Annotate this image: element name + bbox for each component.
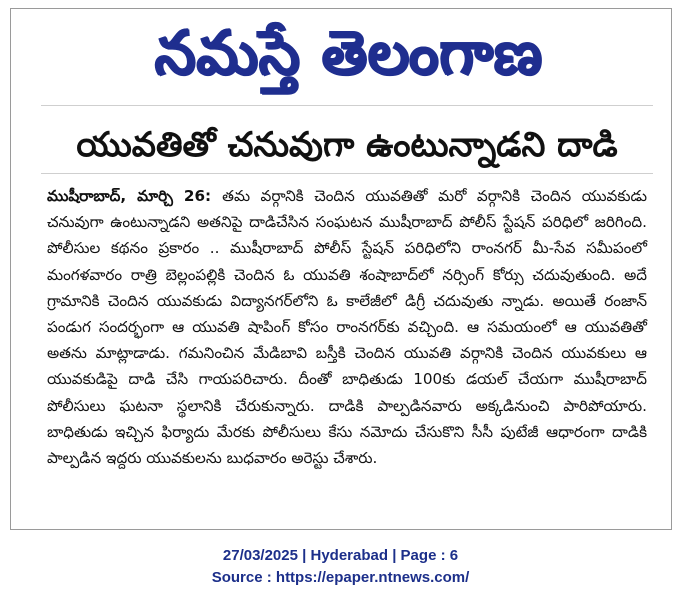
article-body — [47, 183, 647, 471]
article-dateline: ముషీరాబాద్, మార్చి 26: — [47, 187, 223, 205]
newspaper-masthead — [43, 16, 655, 99]
article-headline: యువతితో చనువుగా ఉంటున్నాడని దాడి — [76, 125, 618, 165]
masthead-divider — [41, 105, 653, 106]
edition-info: 27/03/2025 | Hyderabad | Page : 6 — [222, 547, 459, 564]
article-text: తమ వర్గానికి చెందిన యువతితో మరో వర్గానికి చెందిన యువకుడు చనువుగా ఉంటున్నాడని అతనిపై దాడిచేసిన సంఘటన ముషీరాబాద్ పోలీస్ స్టేషన్ పరిధిలో జరిగింది. పోలీసుల కథనం ప్రకారం .. ముషీరాబాద్ పోలీస్ స్టేషన్ పరిధిలోని రాంనగర్ మీ-సేవ సమీపంలో మంగళవారం రాత్రి బెల్లంపల్లికి చెందిన ఓ యువతి శంషాబాద్‌లో నర్సింగ్ కోర్సు చదువుతుంది. అదే గ్రామానికి చెందిన యువకుడు విద్యానగర్‌లోని ఓ కాలేజీలో డిగ్రీ చదువుతు న్నాడు. అయితే రంజాన్ పండుగ సందర్భంగా ఆ యువతి షాపింగ్ కోసం రాంనగర్‌కు వచ్చింది. ఆ సమయంలో ఆ యువతితో అతను మాట్లాడాడు. గమనించిన మేడిబావి బస్తీకి చెందిన యువతి వర్గానికి చెందిన యువకులు ఆ యువకుడిపై దాడి చేసి గాయపరిచారు. దీంతో బాధితుడు 100కు డయల్ చేయగా ముషీరాబాద్ పోలీసులు ఘటనా స్థలానికి చేరుకున్నారు. దాడికి పాల్పడినవారు అక్కడినుంచి పారిపోయారు. బాధితుడు ఇచ్చిన ఫిర్యాదు మేరకు పోలీసులు కేసు నమోదు చేసుకొని సీసీ పుటేజీ ఆధారంగా దాడికి పాల్పడిన ఇద్దరు యువకులను బుధవారం అరెస్టు చేశారు. — [47, 187, 647, 468]
source-link[interactable]: Source : https://epaper.ntnews.com/ — [211, 569, 470, 586]
masthead-title: నమస్తే తెలంగాణ — [155, 16, 543, 88]
headline-divider — [41, 173, 653, 174]
clipping-frame — [10, 8, 672, 530]
